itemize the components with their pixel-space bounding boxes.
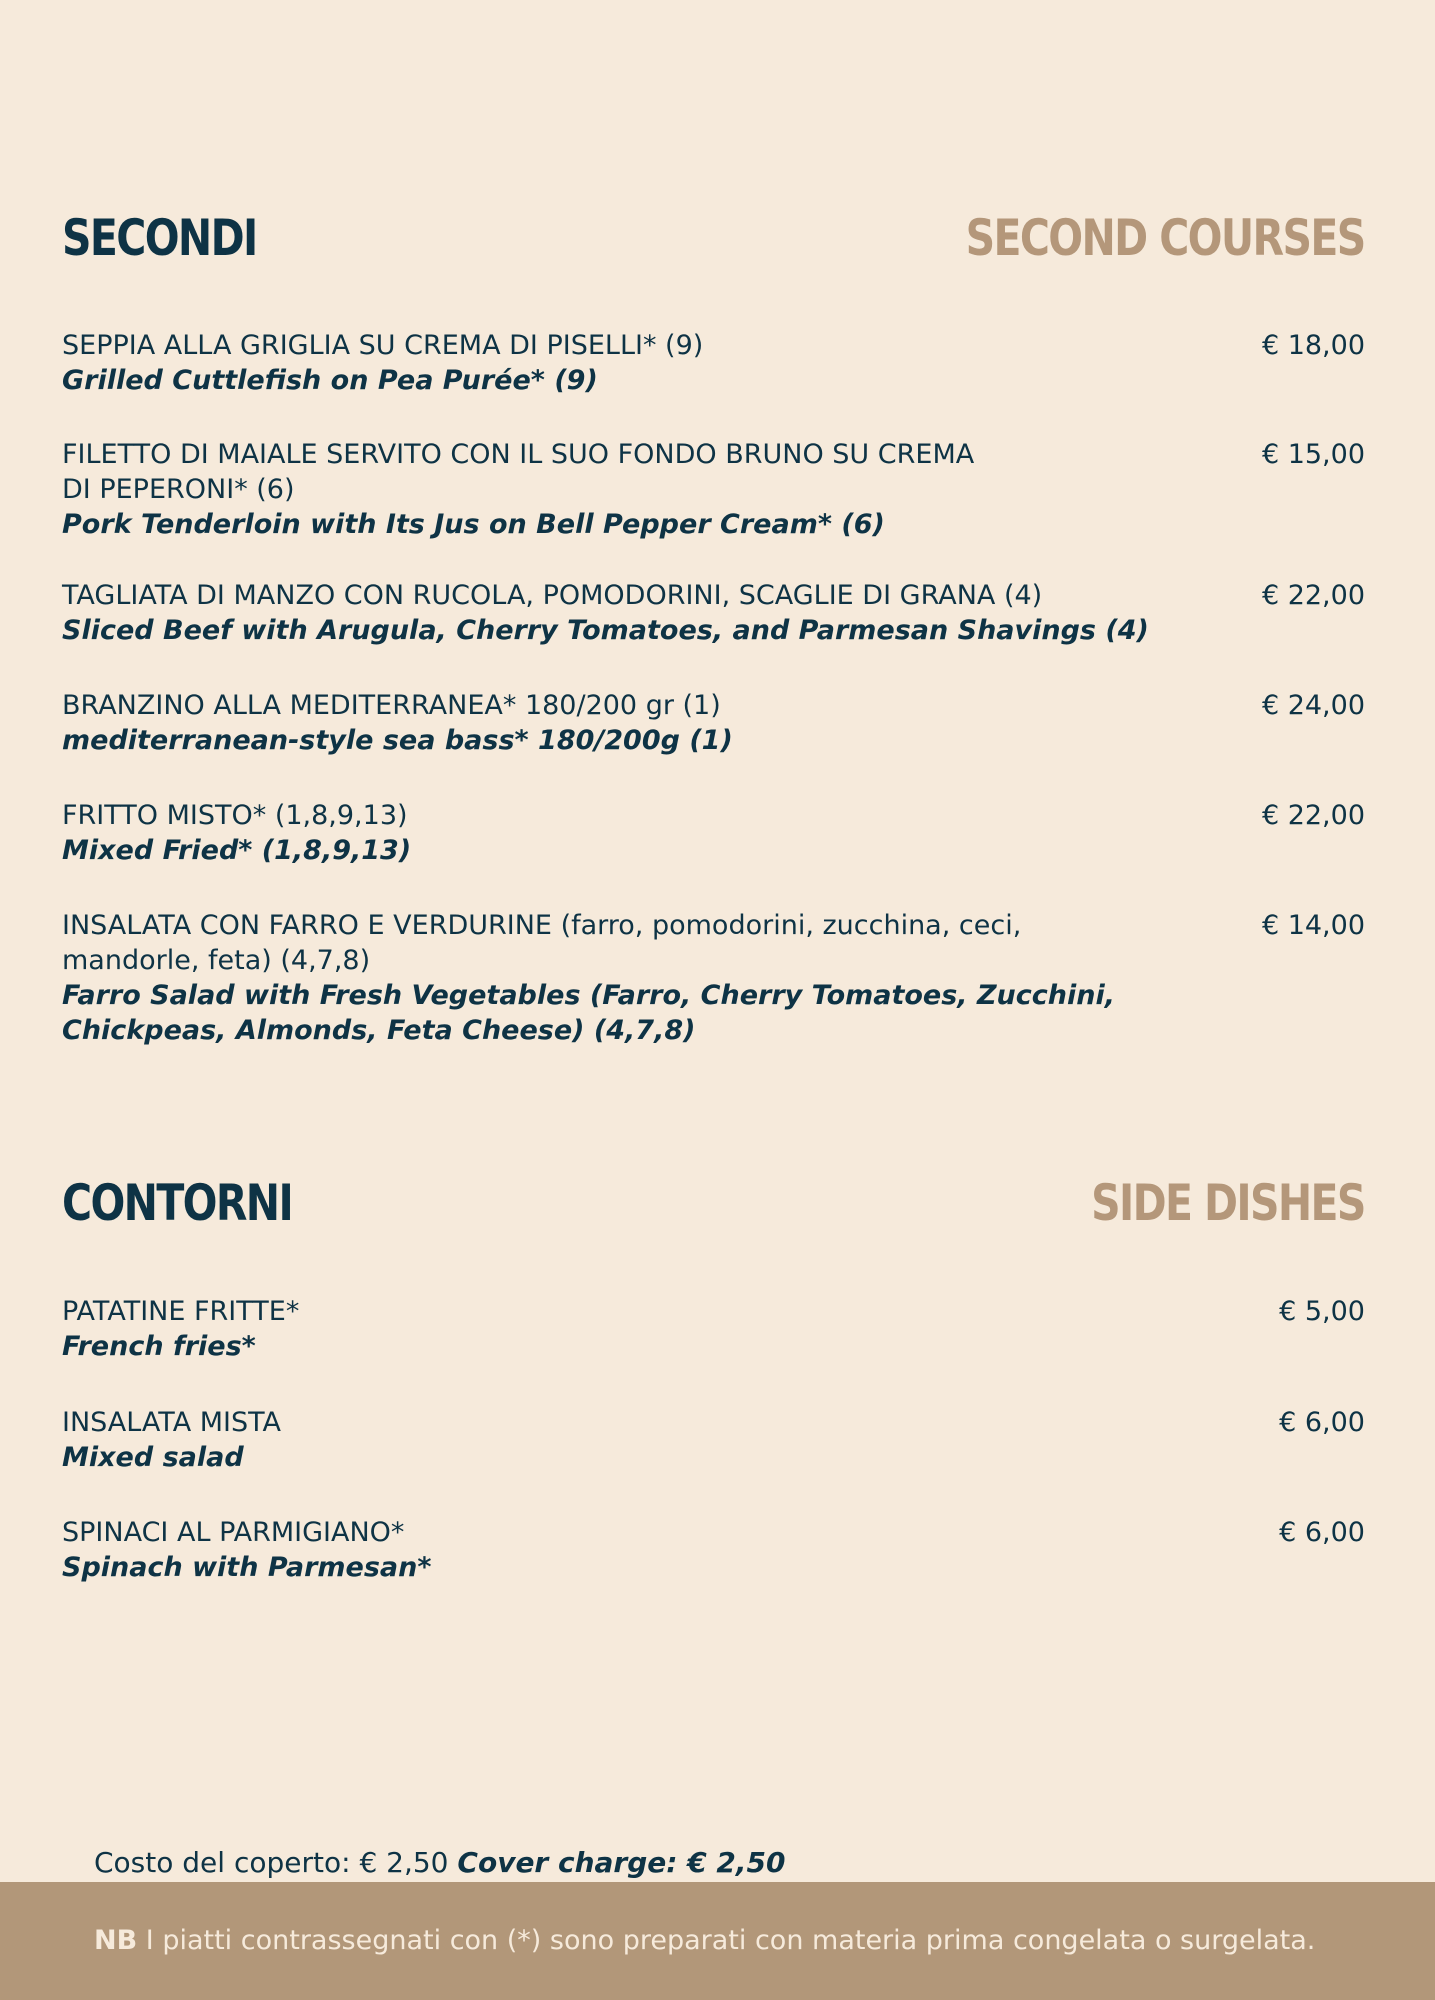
item-name-it: BRANZINO ALLA MEDITERRANEA* 180/200 gr (1): [62, 690, 721, 721]
item-name-en: Farro Salad with Fresh Vegetables (Farro, Cherry Tomatoes, Zucchini, Chickpeas, Almonds, Feta Cheese) (4,7,8): [62, 980, 1115, 1046]
secondi-header: [62, 203, 1365, 273]
contorni-section: [62, 1168, 1365, 1583]
frozen-ingredients-note: I piatti contrassegnati con (*) sono preparati con materia prima congelata o surgelata.: [145, 1925, 1316, 1956]
contorni-header: [62, 1168, 1365, 1238]
item-price: € 24,00: [1261, 690, 1365, 721]
item-name-en: Pork Tenderloin with Its Jus on Bell Pepper Cream* (6): [62, 509, 885, 540]
secondi-section: [62, 203, 1365, 1046]
item-name-it: FRITTO MISTO* (1,8,9,13): [62, 800, 408, 831]
item-name-en: Grilled Cuttlefish on Pea Purée* (9): [62, 365, 598, 396]
item-price: € 22,00: [1261, 580, 1365, 611]
item-name-en: Mixed Fried* (1,8,9,13): [62, 835, 412, 866]
item-name-it: INSALATA CON FARRO E VERDURINE (farro, pomodorini, zucchina, ceci, mandorle, feta) (4,7,8): [62, 910, 1022, 976]
cover-charge-en: Cover charge: € 2,50: [457, 1846, 786, 1879]
secondi-title: SECONDI: [62, 209, 257, 267]
menu-item: [62, 578, 1365, 648]
item-name-it: SEPPIA ALLA GRIGLIA SU CREMA DI PISELLI* (9): [62, 330, 704, 361]
menu-item: [62, 1294, 1365, 1364]
item-name-it: FILETTO DI MAIALE SERVITO CON IL SUO FONDO BRUNO SU CREMA DI PEPERONI* (6): [62, 439, 975, 505]
menu-item: [62, 908, 1365, 1048]
cover-charge-it: Costo del coperto: € 2,50: [94, 1846, 449, 1879]
item-name-it: INSALATA MISTA: [62, 1407, 282, 1438]
item-name-en: French fries*: [62, 1331, 256, 1362]
item-name-it: PATATINE FRITTE*: [62, 1296, 300, 1327]
item-price: € 5,00: [1279, 1296, 1365, 1327]
item-name-en: Sliced Beef with Arugula, Cherry Tomatoes, and Parmesan Shavings (4): [62, 615, 1149, 646]
footer-band: [0, 1882, 1435, 2000]
menu-item: [62, 798, 1365, 868]
item-price: € 22,00: [1261, 800, 1365, 831]
menu-item: [62, 328, 1365, 398]
item-price: € 18,00: [1261, 330, 1365, 361]
item-name-en: mediterranean-style sea bass* 180/200g (1): [62, 725, 733, 756]
contorni-title: CONTORNI: [62, 1174, 293, 1232]
item-name-it: TAGLIATA DI MANZO CON RUCOLA, POMODORINI, SCAGLIE DI GRANA (4): [62, 580, 1043, 611]
menu-item: [62, 688, 1365, 758]
item-price: € 15,00: [1261, 439, 1365, 470]
item-name-it: SPINACI AL PARMIGIANO*: [62, 1517, 405, 1548]
menu-item: [62, 1405, 1365, 1475]
cover-charge: [94, 1843, 786, 1883]
item-price: € 6,00: [1279, 1517, 1365, 1548]
item-price: € 6,00: [1279, 1407, 1365, 1438]
item-name-en: Mixed salad: [62, 1442, 244, 1473]
nb-label: NB: [94, 1925, 138, 1956]
second-courses-title: SECOND COURSES: [965, 209, 1365, 267]
item-name-en: Spinach with Parmesan*: [62, 1552, 432, 1583]
footer-note: [94, 1882, 1315, 2000]
menu-item: [62, 437, 1365, 542]
side-dishes-title: SIDE DISHES: [1091, 1174, 1365, 1232]
item-price: € 14,00: [1261, 910, 1365, 941]
menu-item: [62, 1515, 1365, 1585]
